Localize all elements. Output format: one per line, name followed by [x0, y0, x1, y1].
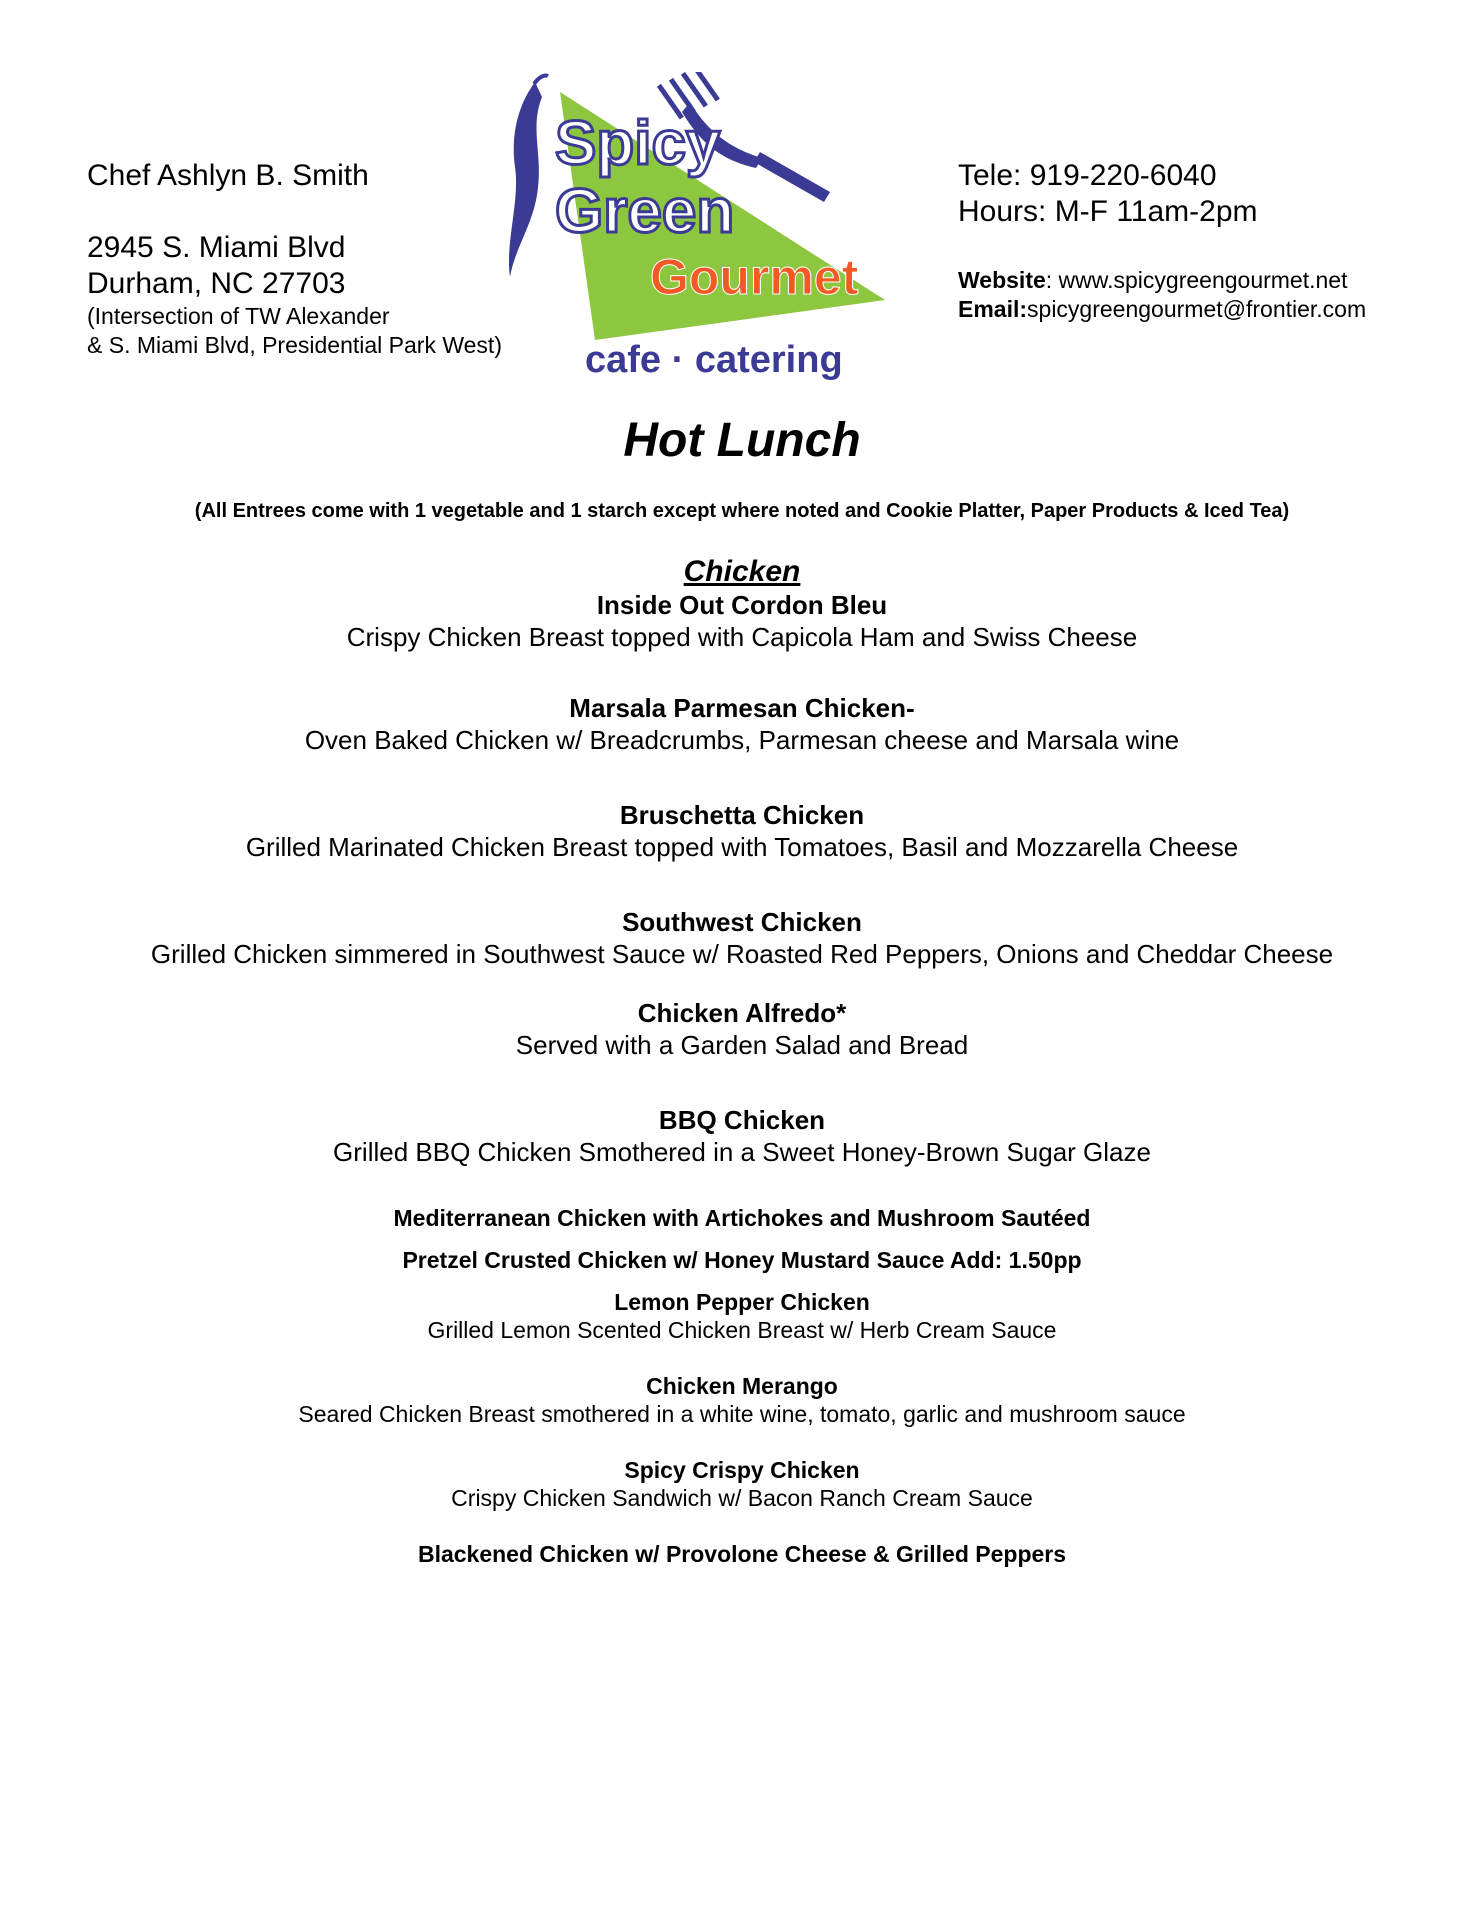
menu-item-desc: Grilled Lemon Scented Chicken Breast w/ Herb Cream Sauce: [427, 1317, 1057, 1343]
logo-green: Green: [555, 177, 735, 246]
menu-item-name: Spicy Crispy Chicken: [624, 1457, 860, 1483]
intersection-line-1: (Intersection of TW Alexander: [87, 303, 390, 329]
contact-right: [958, 158, 1458, 324]
menu-item-name: BBQ Chicken: [658, 1105, 826, 1135]
pepper-icon: [509, 82, 542, 277]
intersection-line-2: & S. Miami Blvd, Presidential Park West): [87, 332, 502, 358]
category-heading: Chicken: [683, 555, 801, 588]
entree-note: (All Entrees come with 1 vegetable and 1 starch except where noted and Cookie Platter, Paper Products & Iced Tea): [194, 500, 1290, 522]
menu-item-name: Chicken Alfredo*: [637, 998, 847, 1028]
menu-item-desc: Grilled BBQ Chicken Smothered in a Sweet Honey-Brown Sugar Glaze: [333, 1137, 1151, 1167]
menu: [0, 554, 1484, 1568]
menu-item-desc: Crispy Chicken Breast topped with Capicola Ham and Swiss Cheese: [346, 622, 1138, 652]
page-title: Hot Lunch: [623, 414, 861, 467]
menu-item: [0, 590, 1484, 653]
menu-item: [0, 693, 1484, 756]
menu-item: [0, 1372, 1484, 1428]
hours: Hours: M-F 11am-2pm: [958, 195, 1258, 228]
menu-item-name: Blackened Chicken w/ Provolone Cheese & Grilled Peppers: [417, 1541, 1067, 1567]
menu-item-desc: Seared Chicken Breast smothered in a white wine, tomato, garlic and mushroom sauce: [298, 1401, 1186, 1427]
logo-gourmet: Gourmet: [650, 249, 859, 305]
menu-item-desc: Crispy Chicken Sandwich w/ Bacon Ranch Cream Sauce: [451, 1485, 1033, 1511]
address-line-2: Durham, NC 27703: [87, 267, 346, 300]
address-line-1: 2945 S. Miami Blvd: [87, 231, 346, 264]
logo-cafe-catering: cafe · catering: [585, 339, 843, 381]
menu-item: [0, 1456, 1484, 1512]
website-label: Website: [958, 267, 1046, 293]
menu-item-desc: Grilled Chicken simmered in Southwest Sauce w/ Roasted Red Peppers, Onions and Cheddar Cheese: [150, 939, 1334, 969]
email: [958, 295, 1458, 324]
menu-item-name: Mediterranean Chicken with Artichokes and Mushroom Sautéed: [393, 1205, 1091, 1231]
logo-spicy: Spicy: [555, 109, 721, 178]
website-value: : www.spicygreengourmet.net: [1045, 267, 1348, 293]
menu-item-name: Lemon Pepper Chicken: [614, 1289, 870, 1315]
menu-item-name: Pretzel Crusted Chicken w/ Honey Mustard Sauce Add: 1.50pp: [402, 1247, 1082, 1273]
chef-name: Chef Ashlyn B. Smith: [87, 159, 369, 192]
contact-left: [87, 158, 527, 360]
menu-item: [0, 800, 1484, 863]
menu-item: [0, 1105, 1484, 1168]
email-label: Email:: [958, 296, 1028, 322]
menu-item: [0, 998, 1484, 1061]
menu-item-name: Inside Out Cordon Bleu: [596, 590, 888, 620]
menu-item: [0, 1288, 1484, 1344]
menu-item-name: Southwest Chicken: [622, 907, 862, 937]
menu-item: [0, 907, 1484, 970]
email-value: spicygreengourmet@frontier.com: [1027, 296, 1367, 322]
telephone: Tele: 919-220-6040: [958, 159, 1217, 192]
menu-item-name: Bruschetta Chicken: [619, 800, 865, 830]
spicy-green-gourmet-logo: [490, 72, 960, 392]
menu-item-desc: Oven Baked Chicken w/ Breadcrumbs, Parmesan cheese and Marsala wine: [304, 725, 1180, 755]
website: [958, 266, 1458, 295]
menu-item: [0, 1540, 1484, 1568]
menu-item-name: Chicken Merango: [646, 1373, 838, 1399]
menu-item: [0, 1204, 1484, 1232]
menu-item-desc: Grilled Marinated Chicken Breast topped with Tomatoes, Basil and Mozzarella Cheese: [245, 832, 1239, 862]
menu-item: [0, 1246, 1484, 1274]
menu-item-desc: Served with a Garden Salad and Bread: [515, 1030, 969, 1060]
menu-item-name: Marsala Parmesan Chicken-: [569, 693, 915, 723]
